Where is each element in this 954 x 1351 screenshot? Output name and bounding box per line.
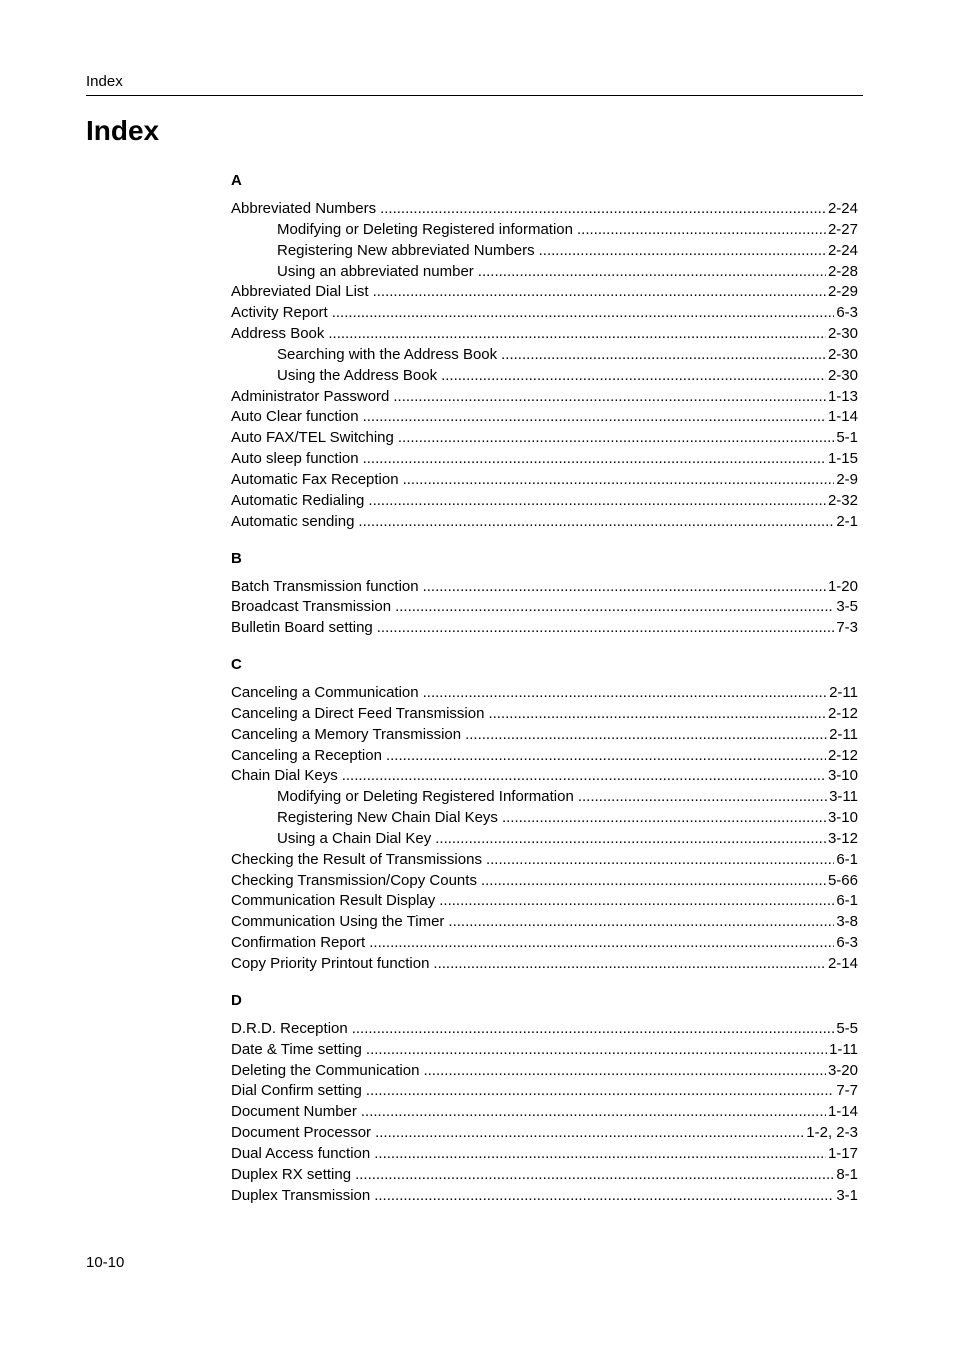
- entry-term: Address Book: [231, 325, 325, 343]
- index-entry: [231, 1019, 858, 1040]
- dot-leader: [441, 366, 826, 387]
- entry-page: 1-11: [829, 1040, 858, 1058]
- index-entry: [231, 766, 858, 787]
- entry-term: Activity Report: [231, 304, 328, 322]
- index-section: [231, 655, 858, 975]
- entry-term: Auto sleep function: [231, 450, 359, 468]
- dot-leader: [352, 1019, 835, 1040]
- dot-leader: [368, 491, 826, 512]
- entry-term: Automatic sending: [231, 512, 355, 530]
- section-letter: D: [231, 991, 242, 1009]
- dot-leader: [361, 1102, 826, 1123]
- entry-term: Communication Using the Timer: [231, 913, 445, 931]
- dot-leader: [386, 746, 826, 767]
- entry-term: Searching with the Address Book: [277, 345, 498, 363]
- entry-page: 2-11: [829, 684, 858, 702]
- entry-term: Chain Dial Keys: [231, 767, 338, 785]
- entry-page: 2-30: [827, 366, 858, 384]
- dot-leader: [439, 891, 834, 912]
- entry-term: Abbreviated Dial List: [231, 283, 369, 301]
- index-subentry: [231, 220, 858, 241]
- dot-leader: [465, 725, 827, 746]
- index-section: [231, 171, 858, 533]
- entry-page: 2-1: [836, 512, 858, 530]
- dot-leader: [355, 1165, 834, 1186]
- dot-leader: [358, 512, 834, 533]
- dot-leader: [332, 303, 835, 324]
- dot-leader: [423, 683, 827, 704]
- entry-page: 1-20: [827, 577, 858, 595]
- dot-leader: [398, 428, 834, 449]
- dot-leader: [363, 407, 826, 428]
- index-entry: [231, 428, 858, 449]
- dot-leader: [375, 1123, 804, 1144]
- dot-leader: [374, 1144, 826, 1165]
- entry-page: 7-3: [836, 619, 858, 637]
- entry-term: Auto FAX/TEL Switching: [231, 429, 394, 447]
- index-subentry: [231, 787, 858, 808]
- entry-term: Abbreviated Numbers: [231, 200, 377, 217]
- index-entry: [231, 597, 858, 618]
- dot-leader: [342, 766, 826, 787]
- entry-term: Checking Transmission/Copy Counts: [231, 871, 477, 889]
- entry-page: 2-30: [827, 345, 858, 363]
- entry-page: 1-14: [827, 408, 858, 426]
- dot-leader: [577, 220, 826, 241]
- entry-term: Registering New abbreviated Numbers: [277, 241, 535, 259]
- entry-term: Using a Chain Dial Key: [277, 829, 432, 847]
- entry-term: Canceling a Memory Transmission: [231, 725, 462, 743]
- entry-term: Bulletin Board setting: [231, 619, 373, 637]
- dot-leader: [377, 618, 835, 639]
- entry-term: Administrator Password: [231, 387, 390, 405]
- dot-leader: [373, 282, 826, 303]
- index-subentry: [231, 366, 858, 387]
- dot-leader: [366, 1081, 834, 1102]
- entry-term: Using an abbreviated number: [277, 262, 474, 280]
- index-entry: [231, 470, 858, 491]
- dot-leader: [501, 345, 826, 366]
- header-rule: [86, 95, 863, 96]
- index-section: [231, 991, 858, 1207]
- entry-term: Dial Confirm setting: [231, 1082, 362, 1100]
- entry-page: 2-32: [827, 491, 858, 509]
- dot-leader: [369, 933, 834, 954]
- index-entry: [231, 303, 858, 324]
- entry-page: 2-30: [827, 325, 858, 343]
- entry-page: 2-12: [827, 746, 858, 764]
- entry-term: Document Processor: [231, 1124, 372, 1142]
- page-number: 10-10: [86, 1254, 125, 1271]
- index-entry: [231, 618, 858, 639]
- index-entry: [231, 1144, 858, 1165]
- entry-term: Canceling a Direct Feed Transmission: [231, 704, 485, 722]
- entry-page: 2-28: [827, 262, 858, 280]
- entry-page: 2-9: [836, 470, 858, 488]
- entry-term: Checking the Result of Transmissions: [231, 850, 482, 868]
- dot-leader: [393, 387, 826, 408]
- index-entry: [231, 871, 858, 892]
- index-entry: [231, 912, 858, 933]
- entry-term: Modifying or Deleting Registered Information: [277, 788, 574, 806]
- index-entry: [231, 850, 858, 871]
- entry-page: 6-3: [836, 934, 858, 952]
- entry-page: 8-1: [836, 1165, 858, 1183]
- dot-leader: [502, 808, 826, 829]
- dot-leader: [486, 850, 834, 871]
- entry-term: Automatic Fax Reception: [231, 470, 399, 488]
- index-entry: [231, 324, 858, 345]
- entry-page: 2-12: [827, 704, 858, 722]
- dot-leader: [374, 1186, 834, 1207]
- entry-page: 1-14: [827, 1103, 858, 1121]
- index-body: [231, 171, 858, 1222]
- dot-leader: [448, 912, 834, 933]
- index-entry: [231, 491, 858, 512]
- entry-page: 3-5: [836, 598, 858, 616]
- entry-page: 3-11: [829, 788, 858, 806]
- index-section: [231, 549, 858, 640]
- entry-page: 3-8: [836, 913, 858, 931]
- entry-page: 1-15: [827, 450, 858, 468]
- entry-page: 1-17: [827, 1144, 858, 1162]
- entry-term: Document Number: [231, 1103, 357, 1121]
- index-entry: [231, 449, 858, 470]
- entry-page: 3-10: [827, 767, 858, 785]
- entry-term: Copy Priority Printout function: [231, 955, 430, 972]
- dot-leader: [481, 871, 826, 892]
- index-subentry: [231, 808, 858, 829]
- index-entry: [231, 577, 858, 598]
- running-header: Index: [86, 73, 123, 90]
- index-subentry: [231, 241, 858, 262]
- index-entry: [231, 746, 858, 767]
- dot-leader: [488, 704, 826, 725]
- dot-leader: [395, 597, 834, 618]
- page-title: Index: [86, 115, 160, 146]
- entry-page: 2-24: [827, 241, 858, 259]
- entry-page: 2-27: [827, 220, 858, 238]
- index-entry: [231, 1061, 858, 1082]
- entry-page: 5-1: [836, 429, 858, 447]
- dot-leader: [328, 324, 826, 345]
- entry-term: Date & Time setting: [231, 1040, 362, 1058]
- index-entry: [231, 199, 858, 220]
- index-subentry: [231, 345, 858, 366]
- entry-page: 5-66: [827, 871, 858, 889]
- dot-leader: [423, 577, 826, 598]
- entry-page: 6-3: [836, 304, 858, 322]
- dot-leader: [435, 829, 826, 850]
- entry-page: 1-13: [827, 387, 858, 405]
- entry-page: 1-2, 2-3: [806, 1124, 858, 1142]
- entry-page: 2-14: [827, 955, 858, 972]
- index-entry: [231, 1102, 858, 1123]
- entry-term: Duplex RX setting: [231, 1165, 352, 1183]
- index-entry: [231, 1186, 858, 1207]
- dot-leader: [366, 1040, 827, 1061]
- dot-leader: [423, 1061, 826, 1082]
- entry-term: Automatic Redialing: [231, 491, 365, 509]
- index-entry: [231, 1123, 858, 1144]
- entry-term: D.R.D. Reception: [231, 1019, 348, 1037]
- entry-term: Duplex Transmission: [231, 1186, 371, 1204]
- entry-page: 3-12: [827, 829, 858, 847]
- entry-page: 6-1: [836, 892, 858, 910]
- dot-leader: [380, 199, 826, 220]
- index-entry: [231, 512, 858, 533]
- entry-page: 2-24: [827, 200, 858, 217]
- index-entry: [231, 1081, 858, 1102]
- entry-page: 3-1: [836, 1186, 858, 1204]
- index-subentry: [231, 829, 858, 850]
- index-entry: [231, 725, 858, 746]
- index-entry: [231, 282, 858, 303]
- entry-term: Registering New Chain Dial Keys: [277, 809, 498, 827]
- entry-term: Communication Result Display: [231, 892, 436, 910]
- dot-leader: [433, 954, 826, 975]
- entry-page: 7-7: [836, 1082, 858, 1100]
- entry-term: Auto Clear function: [231, 408, 359, 426]
- entry-term: Canceling a Communication: [231, 684, 419, 702]
- entry-term: Using the Address Book: [277, 366, 438, 384]
- entry-page: 2-29: [827, 283, 858, 301]
- entry-term: Batch Transmission function: [231, 577, 419, 595]
- entry-page: 6-1: [836, 850, 858, 868]
- entry-page: 3-10: [827, 809, 858, 827]
- dot-leader: [478, 262, 826, 283]
- index-entry: [231, 891, 858, 912]
- dot-leader: [578, 787, 827, 808]
- index-subentry: [231, 262, 858, 283]
- index-entry: [231, 1165, 858, 1186]
- section-letter: B: [231, 549, 242, 567]
- index-entry: [231, 954, 858, 975]
- entry-page: 3-20: [827, 1061, 858, 1079]
- entry-term: Canceling a Reception: [231, 746, 382, 764]
- section-letter: A: [231, 172, 242, 189]
- index-entry: [231, 683, 858, 704]
- entry-term: Modifying or Deleting Registered information: [277, 220, 573, 238]
- dot-leader: [403, 470, 835, 491]
- entry-term: Broadcast Transmission: [231, 598, 392, 616]
- entry-term: Deleting the Communication: [231, 1061, 420, 1079]
- entry-term: Dual Access function: [231, 1144, 371, 1162]
- index-entry: [231, 1040, 858, 1061]
- index-entry: [231, 387, 858, 408]
- section-letter: C: [231, 656, 242, 674]
- dot-leader: [539, 241, 826, 262]
- entry-page: 5-5: [836, 1019, 858, 1037]
- index-entry: [231, 704, 858, 725]
- dot-leader: [363, 449, 826, 470]
- index-entry: [231, 933, 858, 954]
- index-entry: [231, 407, 858, 428]
- entry-term: Confirmation Report: [231, 934, 366, 952]
- entry-page: 2-11: [829, 725, 858, 743]
